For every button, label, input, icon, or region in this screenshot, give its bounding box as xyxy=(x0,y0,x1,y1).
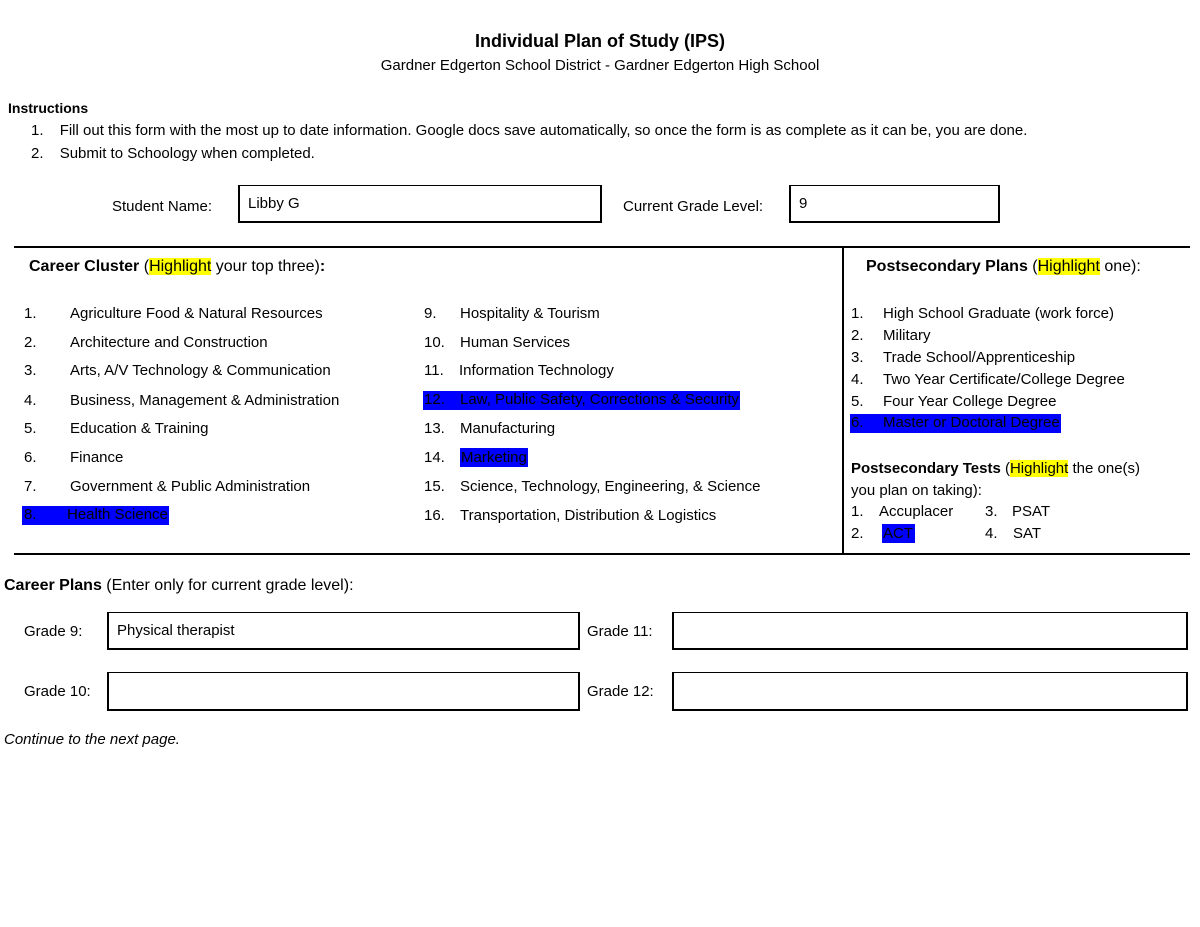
postsecondary-tests-heading: Postsecondary Tests (Highlight the one(s) xyxy=(851,460,1141,477)
plan-item[interactable]: 3. Trade School/Apprenticeship xyxy=(851,349,1076,366)
test-item-selected: ACT xyxy=(883,525,913,542)
cluster-item[interactable]: 7. Government & Public Administration xyxy=(24,478,311,495)
grade-12-field[interactable] xyxy=(672,672,1188,711)
cluster-item[interactable]: 10. Human Services xyxy=(424,334,571,351)
highlight-keyword: Highlight xyxy=(1009,460,1069,477)
instruction-text: Submit to Schoology when completed. xyxy=(59,145,315,162)
grade-level-value: 9 xyxy=(799,195,808,212)
grade-10-field[interactable] xyxy=(107,672,580,711)
grade-11-field[interactable] xyxy=(672,612,1188,650)
cluster-item[interactable]: 1. Agriculture Food & Natural Resources xyxy=(24,305,323,322)
plan-item[interactable]: 4. Two Year Certificate/College Degree xyxy=(851,371,1125,388)
cluster-item[interactable]: 16. Transportation, Distribution & Logistics xyxy=(424,507,717,524)
cluster-item[interactable]: 9. Hospitality & Tourism xyxy=(424,305,600,322)
cluster-item[interactable]: 6. Finance xyxy=(24,449,124,466)
postsecondary-tests-subheading: you plan on taking): xyxy=(851,482,982,499)
student-name-label: Student Name: xyxy=(112,198,213,215)
cluster-item[interactable]: 5. Education & Training xyxy=(24,420,209,437)
page-subtitle: Gardner Edgerton School District - Gardner Edgerton High School xyxy=(380,57,820,74)
grade-level-field[interactable] xyxy=(789,185,1000,223)
student-name-value: Libby G xyxy=(248,195,300,212)
cluster-item[interactable]: 3. Arts, A/V Technology & Communication xyxy=(24,362,331,379)
continue-note: Continue to the next page. xyxy=(4,731,180,748)
test-item[interactable]: 2. ACT xyxy=(851,525,913,542)
test-item[interactable]: 1. Accuplacer xyxy=(851,503,954,520)
instruction-text: Fill out this form with the most up to date information. Google docs save automatically, so once the form is as complete as it can be, you are done. xyxy=(59,122,1028,139)
highlight-keyword: Highlight xyxy=(149,258,212,275)
career-cluster-heading: Career Cluster (Highlight your top three): xyxy=(29,258,326,275)
grade-level-label: Current Grade Level: xyxy=(623,198,764,215)
instruction-item xyxy=(31,122,1027,139)
grade-12-label: Grade 12: xyxy=(587,683,654,700)
test-item[interactable]: 4. SAT xyxy=(985,525,1042,542)
section-top-rule xyxy=(14,246,1190,248)
section-divider xyxy=(842,246,844,555)
grade-9-field[interactable] xyxy=(107,612,580,650)
plan-item[interactable]: 5. Four Year College Degree xyxy=(851,393,1057,410)
cluster-item[interactable]: 4. Business, Management & Administration xyxy=(24,392,340,409)
cluster-item[interactable]: 14. Marketing xyxy=(424,449,527,466)
highlight-keyword: Highlight xyxy=(1037,258,1100,275)
plan-item[interactable]: 1. High School Graduate (work force) xyxy=(851,305,1114,322)
grade-10-label: Grade 10: xyxy=(24,683,91,700)
career-plans-heading: Career Plans (Enter only for current grade level): xyxy=(4,577,354,594)
cluster-item-selected[interactable]: 8. Health Science xyxy=(24,506,168,523)
instructions-heading: Instructions xyxy=(8,100,89,116)
grade-9-label: Grade 9: xyxy=(24,623,83,640)
page-title: Individual Plan of Study (IPS) xyxy=(474,31,725,51)
cluster-item[interactable]: 15. Science, Technology, Engineering, & Science xyxy=(424,478,761,495)
cluster-item-selected: Marketing xyxy=(461,449,527,466)
section-bottom-rule xyxy=(14,553,1190,555)
plan-item[interactable]: 2. Military xyxy=(851,327,931,344)
student-name-field[interactable] xyxy=(238,185,602,223)
test-item[interactable]: 3. PSAT xyxy=(985,503,1051,520)
instruction-number: 1. xyxy=(31,122,44,139)
grade-9-value: Physical therapist xyxy=(117,622,235,639)
postsecondary-plans-heading: Postsecondary Plans (Highlight one): xyxy=(866,258,1141,275)
grade-11-label: Grade 11: xyxy=(587,623,653,640)
plan-item-selected[interactable]: 6. Master or Doctoral Degree xyxy=(851,414,1060,431)
cluster-item[interactable]: 13. Manufacturing xyxy=(424,420,556,437)
cluster-item[interactable]: 2. Architecture and Construction xyxy=(24,334,268,351)
cluster-item[interactable]: 11. Information Technology xyxy=(424,362,614,379)
instruction-item xyxy=(31,145,315,162)
instruction-number: 2. xyxy=(31,145,44,162)
cluster-item-selected[interactable]: 12. Law, Public Safety, Corrections & Security xyxy=(424,391,740,408)
